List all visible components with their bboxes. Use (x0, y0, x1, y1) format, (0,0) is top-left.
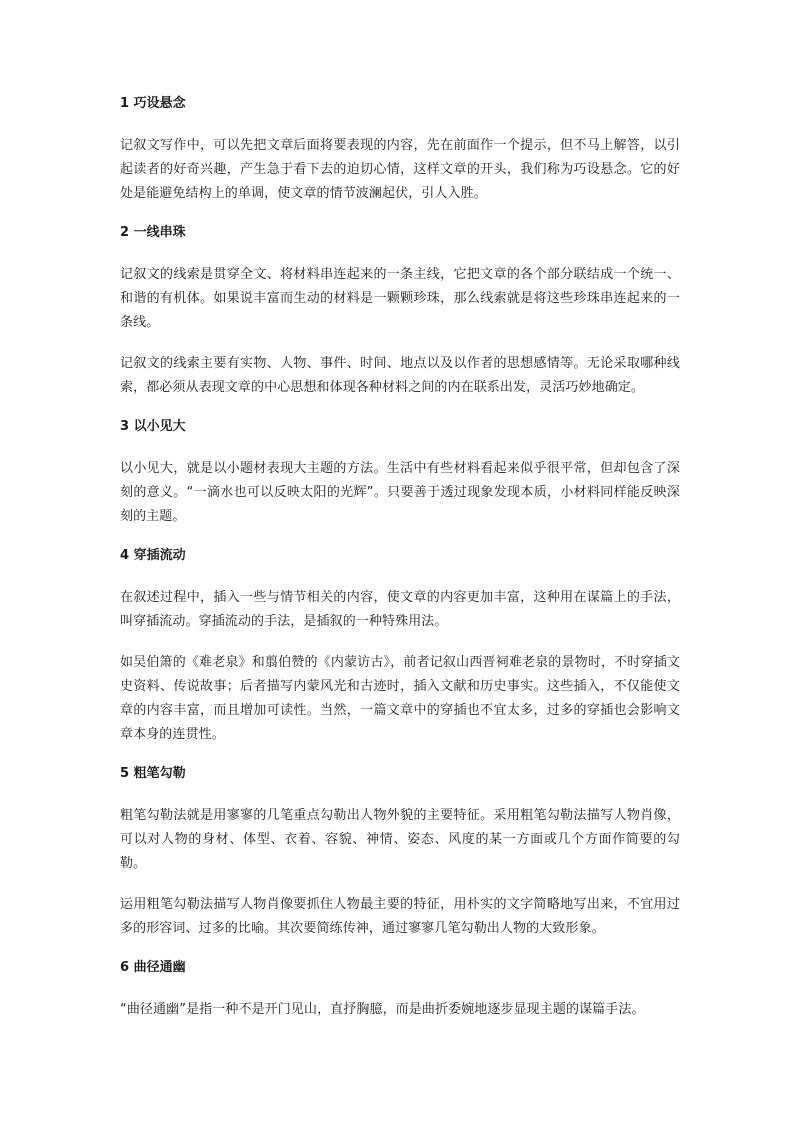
paragraph: 记叙文写作中，可以先把文章后面将要表现的内容，先在前面作一个提示，但不马上解答，以引起读者的好奇兴趣，产生急于看下去的迫切心情，这样文章的开头，我们称为巧设悬念。它的好处是能避免结构上的单调，使文章的情节波澜起伏，引人入胜。 (120, 138, 680, 201)
section-heading: 3 以小见大 (120, 419, 186, 434)
section-5 (120, 764, 680, 941)
section-heading: 4 穿插流动 (120, 548, 186, 563)
paragraph: 如吴伯箫的《难老泉》和翦伯赞的《内蒙访古》，前者记叙山西晋祠难老泉的景物时，不时穿插文史资料、传说故事；后者描写内蒙风光和古迹时，插入文献和历史事实。这些插入，不仅能使文章的内容丰富，而且增加可读性。当然，一篇文章中的穿插也不宜太多，过多的穿插也会影响文章本身的连贯性。 (120, 655, 680, 742)
paragraph: 运用粗笔勾勒法描写人物肖像要抓住人物最主要的特征，用朴实的文字简略地写出来，不宜用过多的形容词、过多的比喻。其次要简练传神，通过寥寥几笔勾勒出人物的大致形象。 (120, 897, 680, 936)
section-1 (120, 94, 680, 206)
section-6 (120, 958, 680, 1022)
section-3 (120, 417, 680, 529)
section-heading: 1 巧设悬念 (120, 96, 186, 111)
section-4 (120, 546, 680, 747)
paragraph: 以小见大，就是以小题材表现大主题的方法。生活中有些材料看起来似乎很平常，但却包含了深刻的意义。“一滴水也可以反映太阳的光辉”。只要善于透过现象发现本质，小材料同样能反映深刻的主题。 (120, 461, 680, 524)
section-heading: 2 一线串珠 (120, 225, 186, 240)
section-heading: 5 粗笔勾勒 (120, 766, 186, 781)
section-heading: 6 曲径通幽 (120, 960, 186, 975)
section-2 (120, 223, 680, 400)
paragraph: “曲径通幽”是指一种不是开门见山，直抒胸臆，而是曲折委婉地逐步显现主题的谋篇手法。 (120, 1002, 645, 1017)
paragraph: 记叙文的线索主要有实物、人物、事件、时间、地点以及以作者的思想感情等。无论采取哪种线索，都必须从表现文章的中心思想和体现各种材料之间的内在联系出发，灵活巧妙地确定。 (120, 356, 680, 395)
document-page (120, 94, 680, 1040)
paragraph: 粗笔勾勒法就是用寥寥的几笔重点勾勒出人物外貌的主要特征。采用粗笔勾勒法描写人物肖像，可以对人物的身材、体型、衣着、容貌、神情、姿态、风度的某一方面或几个方面作简要的勾勒。 (120, 808, 680, 871)
paragraph: 在叙述过程中，插入一些与情节相关的内容，使文章的内容更加丰富，这种用在谋篇上的手法，叫穿插流动。穿插流动的手法，是插叙的一种特殊用法。 (120, 590, 680, 629)
paragraph: 记叙文的线索是贯穿全文、将材料串连起来的一条主线，它把文章的各个部分联结成一个统一、和谐的有机体。如果说丰富而生动的材料是一颗颗珍珠，那么线索就是将这些珍珠串连起来的一条线。 (120, 267, 680, 330)
